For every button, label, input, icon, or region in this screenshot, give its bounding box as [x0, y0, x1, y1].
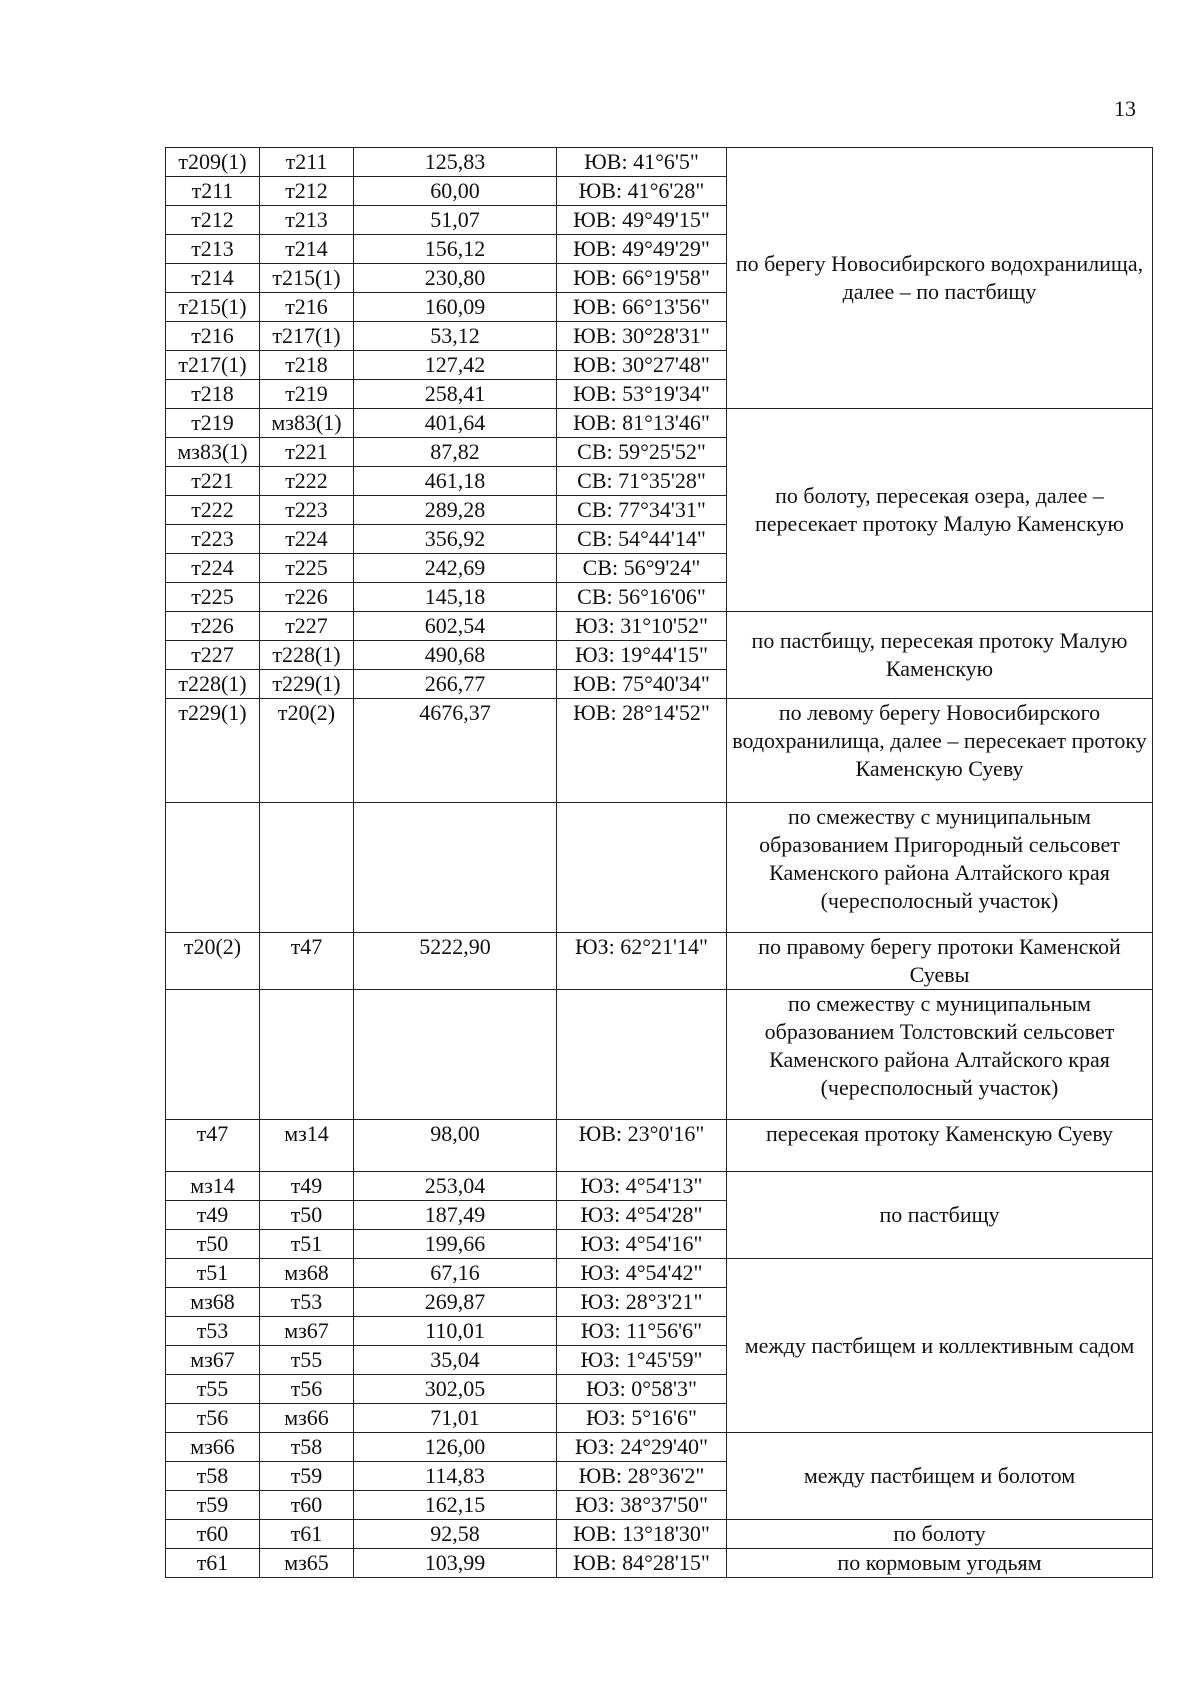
bearing-cell: ЮВ: 30°28'31": [557, 322, 727, 351]
length-cell: 289,28: [354, 496, 557, 525]
length-cell: [354, 803, 557, 933]
bearing-cell: ЮВ: 49°49'15": [557, 206, 727, 235]
bearing-cell: ЮЗ: 11°56'6": [557, 1317, 727, 1346]
to-point-cell: т226: [260, 583, 354, 612]
table-row: [166, 148, 1153, 177]
to-point-cell: т60: [260, 1491, 354, 1520]
table-row: [166, 699, 1153, 803]
length-cell: 103,99: [354, 1549, 557, 1578]
description-cell: по кормовым угодьям: [727, 1549, 1153, 1578]
bearing-cell: [557, 990, 727, 1120]
length-cell: 87,82: [354, 438, 557, 467]
description-cell: пересекая протоку Каменскую Суеву: [727, 1120, 1153, 1172]
to-point-cell: т213: [260, 206, 354, 235]
bearing-cell: ЮВ: 49°49'29": [557, 235, 727, 264]
to-point-cell: т56: [260, 1375, 354, 1404]
from-point-cell: т51: [166, 1259, 260, 1288]
bearing-cell: ЮЗ: 62°21'14": [557, 933, 727, 990]
description-cell: по правому берегу протоки Каменской Суевы: [727, 933, 1153, 990]
to-point-cell: [260, 990, 354, 1120]
from-point-cell: т209(1): [166, 148, 260, 177]
from-point-cell: т224: [166, 554, 260, 583]
description-cell: по смежеству с муниципальным образованием Пригородный сельсовет Каменского района Алтайского края (чересполосный участок): [727, 803, 1153, 933]
bearing-cell: ЮЗ: 38°37'50": [557, 1491, 727, 1520]
from-point-cell: т53: [166, 1317, 260, 1346]
length-cell: 60,00: [354, 177, 557, 206]
bearing-cell: СВ: 77°34'31": [557, 496, 727, 525]
description-cell: по берегу Новосибирского водохранилища, далее – по пастбищу: [727, 148, 1153, 409]
to-point-cell: мз83(1): [260, 409, 354, 438]
length-cell: 602,54: [354, 612, 557, 641]
length-cell: 253,04: [354, 1172, 557, 1201]
from-point-cell: т213: [166, 235, 260, 264]
length-cell: 126,00: [354, 1433, 557, 1462]
length-cell: 125,83: [354, 148, 557, 177]
bearing-cell: СВ: 71°35'28": [557, 467, 727, 496]
from-point-cell: [166, 803, 260, 933]
to-point-cell: мз68: [260, 1259, 354, 1288]
from-point-cell: т56: [166, 1404, 260, 1433]
from-point-cell: т223: [166, 525, 260, 554]
length-cell: 187,49: [354, 1201, 557, 1230]
to-point-cell: т216: [260, 293, 354, 322]
bearing-cell: СВ: 56°16'06": [557, 583, 727, 612]
from-point-cell: мз67: [166, 1346, 260, 1375]
to-point-cell: мз14: [260, 1120, 354, 1172]
length-cell: 156,12: [354, 235, 557, 264]
bearing-cell: ЮВ: 28°36'2": [557, 1462, 727, 1491]
bearing-cell: ЮЗ: 28°3'21": [557, 1288, 727, 1317]
table-row: [166, 409, 1153, 438]
to-point-cell: мз65: [260, 1549, 354, 1578]
from-point-cell: т59: [166, 1491, 260, 1520]
table-row: [166, 1520, 1153, 1549]
table-row: [166, 1120, 1153, 1172]
to-point-cell: т59: [260, 1462, 354, 1491]
bearing-cell: [557, 803, 727, 933]
from-point-cell: т211: [166, 177, 260, 206]
bearing-cell: ЮВ: 41°6'5": [557, 148, 727, 177]
length-cell: 461,18: [354, 467, 557, 496]
bearing-cell: ЮВ: 30°27'48": [557, 351, 727, 380]
from-point-cell: мз66: [166, 1433, 260, 1462]
from-point-cell: т214: [166, 264, 260, 293]
bearing-cell: ЮВ: 23°0'16": [557, 1120, 727, 1172]
length-cell: 5222,90: [354, 933, 557, 990]
to-point-cell: т212: [260, 177, 354, 206]
bearing-cell: ЮВ: 41°6'28": [557, 177, 727, 206]
from-point-cell: т216: [166, 322, 260, 351]
length-cell: 242,69: [354, 554, 557, 583]
length-cell: 269,87: [354, 1288, 557, 1317]
from-point-cell: мз68: [166, 1288, 260, 1317]
length-cell: 4676,37: [354, 699, 557, 803]
length-cell: 401,64: [354, 409, 557, 438]
to-point-cell: т228(1): [260, 641, 354, 670]
to-point-cell: т211: [260, 148, 354, 177]
from-point-cell: т49: [166, 1201, 260, 1230]
description-cell: по смежеству с муниципальным образованием Толстовский сельсовет Каменского района Алтайского края (чересполосный участок): [727, 990, 1153, 1120]
to-point-cell: т55: [260, 1346, 354, 1375]
from-point-cell: т58: [166, 1462, 260, 1491]
table-row: [166, 1259, 1153, 1288]
length-cell: 71,01: [354, 1404, 557, 1433]
length-cell: 145,18: [354, 583, 557, 612]
length-cell: 98,00: [354, 1120, 557, 1172]
to-point-cell: т229(1): [260, 670, 354, 699]
bearing-cell: СВ: 59°25'52": [557, 438, 727, 467]
bearing-cell: ЮВ: 84°28'15": [557, 1549, 727, 1578]
from-point-cell: т217(1): [166, 351, 260, 380]
length-cell: 199,66: [354, 1230, 557, 1259]
description-cell: по пастбищу: [727, 1172, 1153, 1259]
description-cell: между пастбищем и коллективным садом: [727, 1259, 1153, 1433]
length-cell: 490,68: [354, 641, 557, 670]
from-point-cell: т61: [166, 1549, 260, 1578]
from-point-cell: т218: [166, 380, 260, 409]
from-point-cell: т47: [166, 1120, 260, 1172]
to-point-cell: т215(1): [260, 264, 354, 293]
length-cell: 258,41: [354, 380, 557, 409]
table-row: [166, 803, 1153, 933]
to-point-cell: т222: [260, 467, 354, 496]
to-point-cell: т219: [260, 380, 354, 409]
bearing-cell: ЮВ: 66°13'56": [557, 293, 727, 322]
from-point-cell: т221: [166, 467, 260, 496]
to-point-cell: [260, 803, 354, 933]
description-cell: по левому берегу Новосибирского водохранилища, далее – пересекает протоку Каменскую Суеву: [727, 699, 1153, 803]
length-cell: 356,92: [354, 525, 557, 554]
from-point-cell: т219: [166, 409, 260, 438]
to-point-cell: т224: [260, 525, 354, 554]
length-cell: 127,42: [354, 351, 557, 380]
bearing-cell: ЮЗ: 31°10'52": [557, 612, 727, 641]
length-cell: 51,07: [354, 206, 557, 235]
from-point-cell: мз83(1): [166, 438, 260, 467]
to-point-cell: мз66: [260, 1404, 354, 1433]
bearing-cell: ЮЗ: 4°54'16": [557, 1230, 727, 1259]
table-row: [166, 990, 1153, 1120]
to-point-cell: т61: [260, 1520, 354, 1549]
description-cell: по пастбищу, пересекая протоку Малую Каменскую: [727, 612, 1153, 699]
table-row: [166, 1172, 1153, 1201]
bearing-cell: ЮЗ: 4°54'28": [557, 1201, 727, 1230]
to-point-cell: т58: [260, 1433, 354, 1462]
to-point-cell: т50: [260, 1201, 354, 1230]
bearing-cell: СВ: 56°9'24": [557, 554, 727, 583]
description-cell: по болоту: [727, 1520, 1153, 1549]
to-point-cell: т217(1): [260, 322, 354, 351]
bearing-cell: ЮЗ: 0°58'3": [557, 1375, 727, 1404]
description-cell: между пастбищем и болотом: [727, 1433, 1153, 1520]
to-point-cell: т53: [260, 1288, 354, 1317]
bearing-cell: ЮЗ: 4°54'42": [557, 1259, 727, 1288]
to-point-cell: т214: [260, 235, 354, 264]
length-cell: 302,05: [354, 1375, 557, 1404]
boundary-table: [165, 147, 1153, 1578]
to-point-cell: т223: [260, 496, 354, 525]
length-cell: 162,15: [354, 1491, 557, 1520]
to-point-cell: т227: [260, 612, 354, 641]
table-row: [166, 1549, 1153, 1578]
to-point-cell: т221: [260, 438, 354, 467]
to-point-cell: т47: [260, 933, 354, 990]
bearing-cell: ЮЗ: 19°44'15": [557, 641, 727, 670]
length-cell: 160,09: [354, 293, 557, 322]
from-point-cell: т228(1): [166, 670, 260, 699]
to-point-cell: т51: [260, 1230, 354, 1259]
from-point-cell: т225: [166, 583, 260, 612]
from-point-cell: т20(2): [166, 933, 260, 990]
bearing-cell: ЮВ: 75°40'34": [557, 670, 727, 699]
table-row: [166, 933, 1153, 990]
from-point-cell: мз14: [166, 1172, 260, 1201]
bearing-cell: ЮВ: 28°14'52": [557, 699, 727, 803]
length-cell: 110,01: [354, 1317, 557, 1346]
to-point-cell: т218: [260, 351, 354, 380]
page-number: 13: [1114, 96, 1136, 121]
from-point-cell: т50: [166, 1230, 260, 1259]
bearing-cell: СВ: 54°44'14": [557, 525, 727, 554]
to-point-cell: мз67: [260, 1317, 354, 1346]
length-cell: 67,16: [354, 1259, 557, 1288]
from-point-cell: т229(1): [166, 699, 260, 803]
from-point-cell: т222: [166, 496, 260, 525]
description-cell: по болоту, пересекая озера, далее – пересекает протоку Малую Каменскую: [727, 409, 1153, 612]
bearing-cell: ЮЗ: 5°16'6": [557, 1404, 727, 1433]
bearing-cell: ЮЗ: 1°45'59": [557, 1346, 727, 1375]
from-point-cell: [166, 990, 260, 1120]
length-cell: 53,12: [354, 322, 557, 351]
table-row: [166, 612, 1153, 641]
from-point-cell: т55: [166, 1375, 260, 1404]
to-point-cell: т225: [260, 554, 354, 583]
bearing-cell: ЮВ: 13°18'30": [557, 1520, 727, 1549]
bearing-cell: ЮВ: 66°19'58": [557, 264, 727, 293]
from-point-cell: т215(1): [166, 293, 260, 322]
length-cell: 114,83: [354, 1462, 557, 1491]
bearing-cell: ЮВ: 53°19'34": [557, 380, 727, 409]
bearing-cell: ЮЗ: 4°54'13": [557, 1172, 727, 1201]
length-cell: 35,04: [354, 1346, 557, 1375]
table-row: [166, 1433, 1153, 1462]
from-point-cell: т227: [166, 641, 260, 670]
length-cell: 230,80: [354, 264, 557, 293]
to-point-cell: т49: [260, 1172, 354, 1201]
bearing-cell: ЮВ: 81°13'46": [557, 409, 727, 438]
length-cell: 266,77: [354, 670, 557, 699]
length-cell: [354, 990, 557, 1120]
to-point-cell: т20(2): [260, 699, 354, 803]
bearing-cell: ЮЗ: 24°29'40": [557, 1433, 727, 1462]
from-point-cell: т212: [166, 206, 260, 235]
length-cell: 92,58: [354, 1520, 557, 1549]
from-point-cell: т60: [166, 1520, 260, 1549]
from-point-cell: т226: [166, 612, 260, 641]
